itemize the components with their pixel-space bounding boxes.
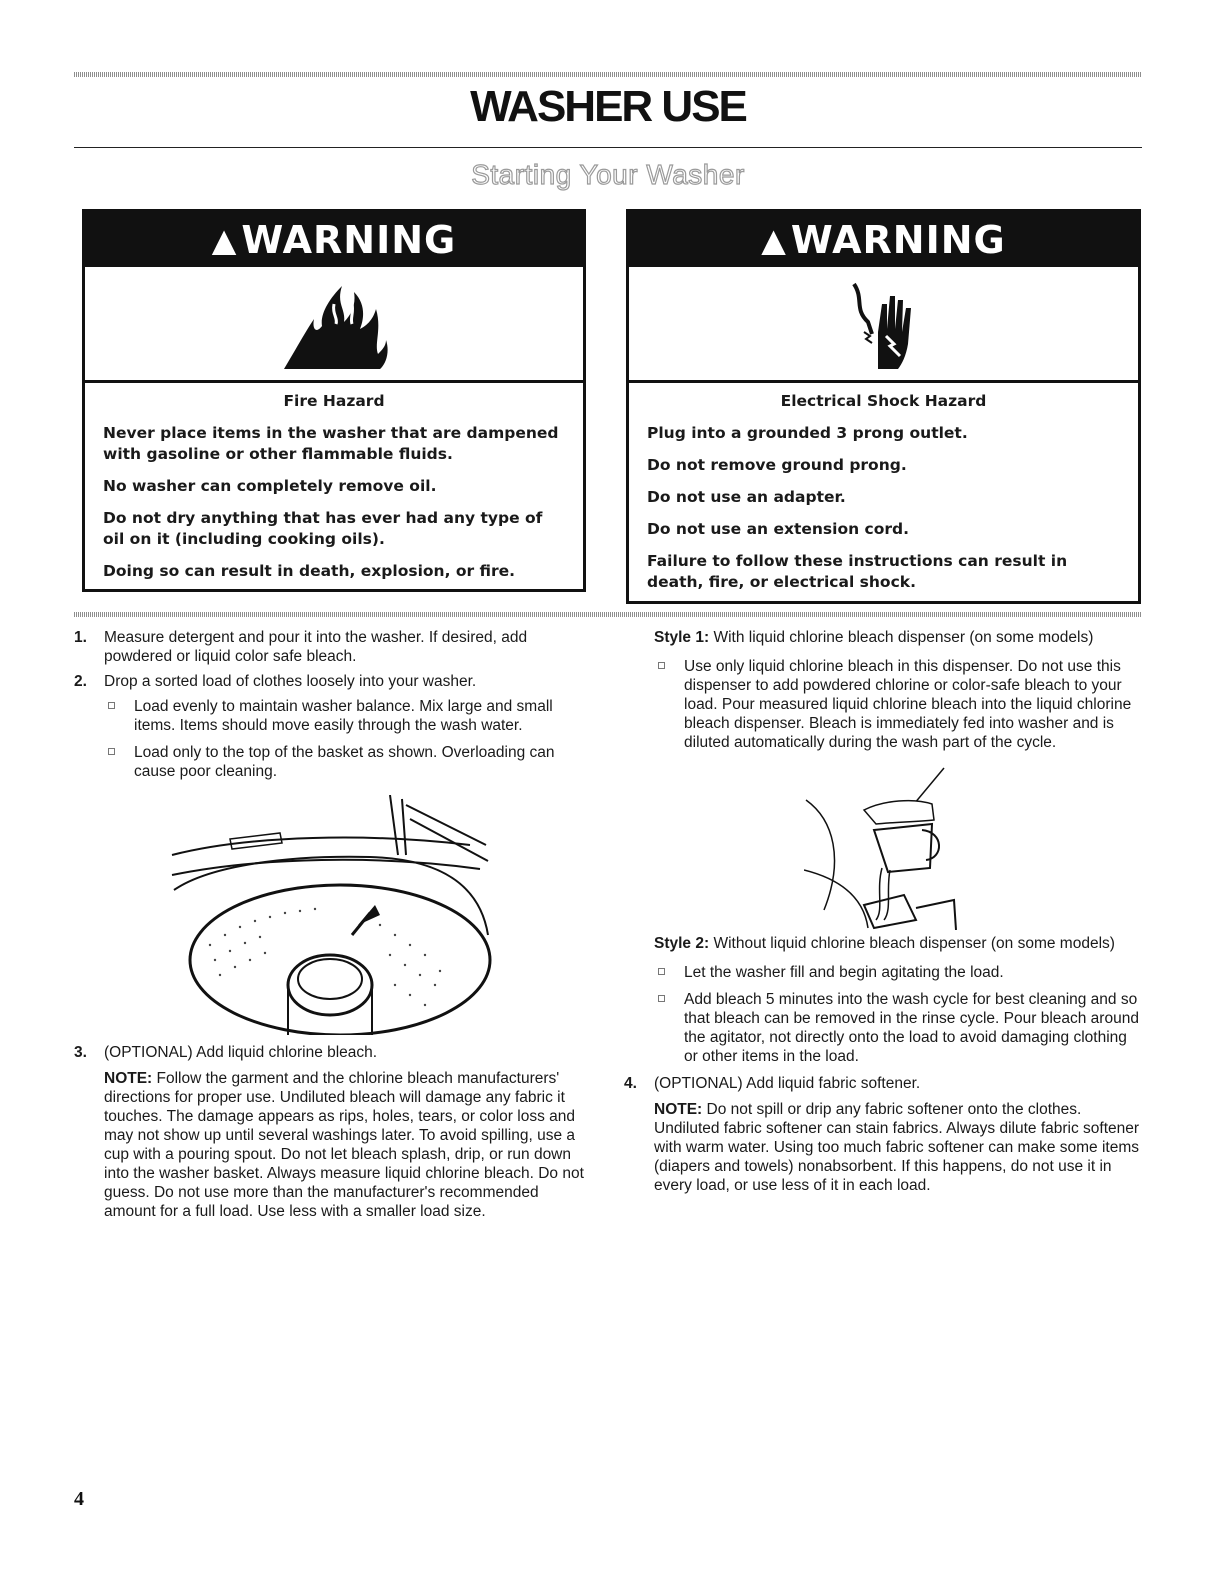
warning-triangle-icon: ▲ [211,220,238,259]
fire-warning-box [82,209,586,592]
shock-icon-panel [629,267,1138,383]
fire-icon [274,274,394,374]
warning-header [85,212,583,267]
step-text: (OPTIONAL) Add liquid fabric softener. [654,1075,921,1092]
warning-line: Do not dry anything that has ever had any type of oil on it (including cooking oils). [103,509,543,548]
top-dotted-rule [74,72,1142,77]
bullet-text: Load only to the top of the basket as shown. Overloading can cause poor cleaning. [134,744,555,780]
hazard-title: Electrical Shock Hazard [780,392,987,410]
bullet-icon [658,968,665,975]
step-3 [74,1043,594,1221]
warning-line: Doing so can result in death, explosion, or fire. [103,562,516,580]
step-text: Drop a sorted load of clothes loosely into your washer. [104,673,477,690]
style-text: Without liquid chlorine bleach dispenser (on some models) [709,935,1115,952]
warning-line: Never place items in the washer that are dampened with gasoline or other flammable fluids. [103,424,559,463]
list-item [654,990,1144,1066]
left-column [74,628,594,1227]
page-number: 4 [74,1488,84,1510]
list-item [104,697,594,735]
bullet-icon [658,662,665,669]
style-text: With liquid chlorine bleach dispenser (on some models) [709,629,1094,646]
bullet-text: Load evenly to maintain washer balance. Mix large and small items. Items should move easily through the wash water. [134,698,553,734]
bullet-text: Add bleach 5 minutes into the wash cycle for best cleaning and so that bleach can be removed in the rinse cycle. Pour bleach around the agitator, not directly onto the load to avoid damaging clothing or other items in the load. [684,991,1139,1065]
warning-header [629,212,1138,267]
mid-dotted-rule [74,612,1142,617]
bullet-text: Use only liquid chlorine bleach in this dispenser. Do not use this dispenser to add powdered chlorine or color-safe bleach to your load. Pour measured liquid chlorine bleach into the liquid chlorine bleach dispenser. Bleach is immediately fed into washer and is diluted automatically during the wash part of the cycle. [684,658,1132,751]
list-item [654,657,1144,752]
section-title: Starting Your Washer [471,159,745,190]
warning-label: WARNING [790,217,1006,262]
bleach-pour-drawing [804,760,964,930]
step-number: 4. [624,1075,637,1092]
bullet-text: Let the washer fill and begin agitating the load. [684,964,1004,981]
note-label: NOTE: [104,1070,153,1087]
fire-warning-text [85,383,583,582]
step-1 [74,628,594,666]
warning-line: Do not remove ground prong. [647,456,907,474]
hazard-title: Fire Hazard [283,392,385,410]
step-number: 1. [74,629,87,646]
warning-line: Failure to follow these instructions can result in death, fire, or electrical shock. [647,552,1068,591]
step-4 [624,1074,1144,1195]
fire-icon-panel [85,267,583,383]
step-note [104,1069,594,1221]
step-text: Measure detergent and pour it into the washer. If desired, add powdered or liquid color safe bleach. [104,629,528,665]
note-text: Follow the garment and the chlorine bleach manufacturers' directions for proper use. Undiluted bleach will damage any fabric it touches. The damage appears as rips, holes, tears, or color loss and may not show up until several washings later. To avoid spilling, use a cup with a pouring spout. Do not let bleach splash, drip, or run down into the washer basket. Always measure liquid chlorine bleach. Do not guess. Do not use more than the manufacturer's recommended amount for a full load. Use less with a smaller load size. [104,1070,584,1220]
bleach-dispenser-illustration [804,760,964,930]
list-item [654,963,1144,982]
electrical-warning-text [629,383,1138,593]
electrical-shock-icon [834,274,934,374]
style-2-heading [654,934,1144,953]
bullet-icon [108,702,115,709]
warning-line: Do not use an adapter. [647,488,846,506]
bullet-icon [658,995,665,1002]
warning-line: Plug into a grounded 3 prong outlet. [647,424,968,442]
style-1-heading [654,628,1144,647]
bullet-icon [108,748,115,755]
page-title: WASHER USE [470,82,746,131]
style-label: Style 2: [654,935,710,952]
warning-line: Do not use an extension cord. [647,520,910,538]
step-number: 3. [74,1044,87,1061]
title-underline [74,147,1142,148]
warning-triangle-icon: ▲ [761,220,787,259]
step-2 [74,672,594,781]
note-label: NOTE: [654,1101,703,1118]
style-label: Style 1: [654,629,710,646]
warning-line: No washer can completely remove oil. [103,477,437,495]
step-note [654,1100,1144,1195]
step-number: 2. [74,673,87,690]
list-item [104,743,594,781]
right-column [624,628,1144,1201]
warning-label: WARNING [241,217,457,262]
washer-basket-drawing [170,795,510,1035]
electrical-warning-box [626,209,1141,604]
washer-basket-illustration [170,795,510,1035]
note-text: Do not spill or drip any fabric softener onto the clothes. Undiluted fabric softener can stain fabrics. Always dilute fabric softener with warm water. Using too much fabric softener can make some items (diapers and towels) nonabsorbent. If this happens, do not use it in every load, or use less of it in each load. [654,1101,1140,1194]
step-text: (OPTIONAL) Add liquid chlorine bleach. [104,1044,378,1061]
